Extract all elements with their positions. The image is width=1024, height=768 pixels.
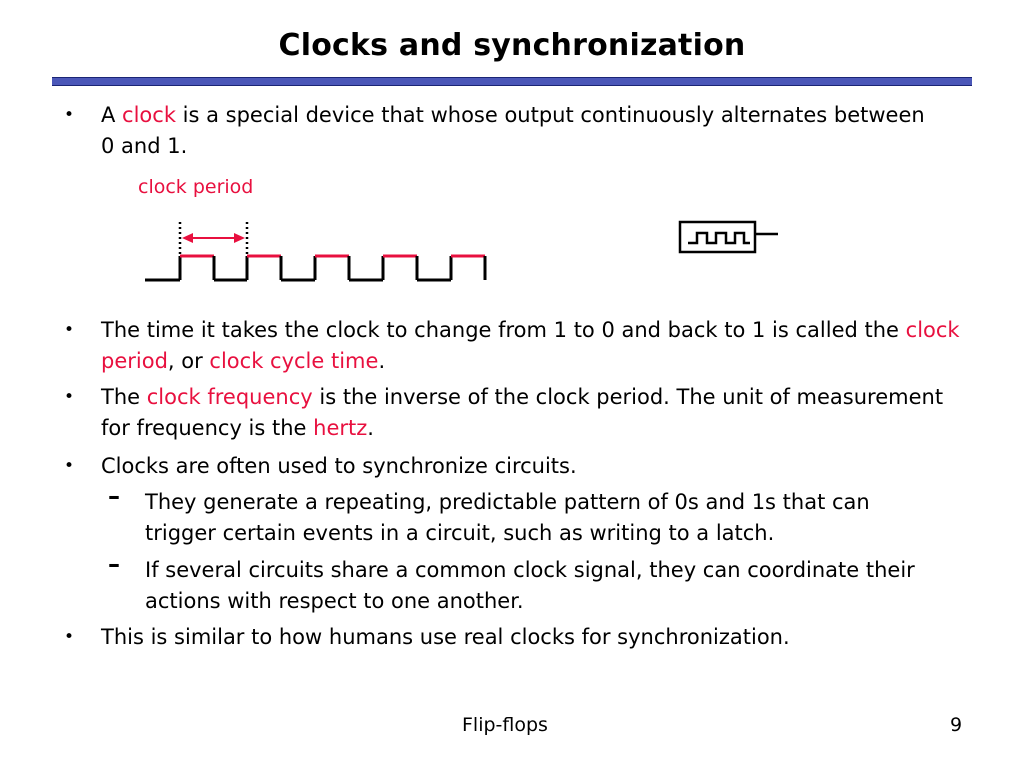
term-clock-period: clock period bbox=[101, 318, 960, 373]
page-number: 9 bbox=[950, 714, 963, 736]
clock-waveform bbox=[145, 256, 485, 280]
term-hertz: hertz bbox=[313, 416, 368, 440]
term-clock: clock bbox=[122, 103, 176, 127]
subbullet-pattern bbox=[108, 482, 938, 549]
text-run: is a special device that whose output continuously alternates between 0 and 1. bbox=[101, 103, 925, 158]
footer-title: Flip-flops bbox=[462, 714, 548, 736]
period-arrow-icon bbox=[182, 233, 245, 243]
bullet-dot-icon: • bbox=[64, 627, 75, 647]
text-run: A bbox=[101, 103, 123, 127]
bullet-clock-frequency bbox=[64, 382, 944, 444]
text-run: . bbox=[378, 349, 386, 373]
bullet-clock-period bbox=[64, 315, 964, 377]
term-clock-cycle-time: clock cycle time bbox=[209, 349, 379, 373]
subbullet-coordinate bbox=[108, 550, 978, 617]
bullet-dot-icon: • bbox=[64, 387, 75, 407]
bullet-text: Clocks are often used to synchronize circuits. bbox=[101, 454, 577, 478]
text-run: The bbox=[101, 385, 147, 409]
text-run: , or bbox=[167, 349, 210, 373]
dash-icon: – bbox=[108, 482, 120, 510]
bullet-text bbox=[101, 382, 944, 444]
bullet-dot-icon: • bbox=[64, 456, 75, 476]
clock-symbol-icon bbox=[680, 222, 778, 252]
subbullet-text: If several circuits share a common clock signal, they can coordinate their actions with respect to one another. bbox=[145, 558, 915, 613]
bullet-humans bbox=[64, 622, 944, 653]
clock-period-label: clock period bbox=[138, 176, 254, 198]
text-run: The time it takes the clock to change from 1 to 0 and back to 1 is called the bbox=[101, 318, 906, 342]
bullet-dot-icon: • bbox=[64, 105, 75, 125]
bullet-text: This is similar to how humans use real clocks for synchronization. bbox=[101, 625, 790, 649]
term-clock-frequency: clock frequency bbox=[146, 385, 313, 409]
slide-title: Clocks and synchronization bbox=[278, 28, 746, 63]
bullet-text bbox=[101, 315, 964, 377]
bullet-dot-icon: • bbox=[64, 320, 75, 340]
bullet-synchronize bbox=[64, 451, 944, 482]
text-run: is the inverse of the clock period. The unit of measurement for frequency is the bbox=[101, 385, 944, 440]
dash-icon: – bbox=[108, 550, 120, 578]
subbullet-text: They generate a repeating, predictable pattern of 0s and 1s that can trigger certain events in a circuit, such as writing to a latch. bbox=[145, 490, 870, 545]
text-run: . bbox=[367, 416, 374, 440]
